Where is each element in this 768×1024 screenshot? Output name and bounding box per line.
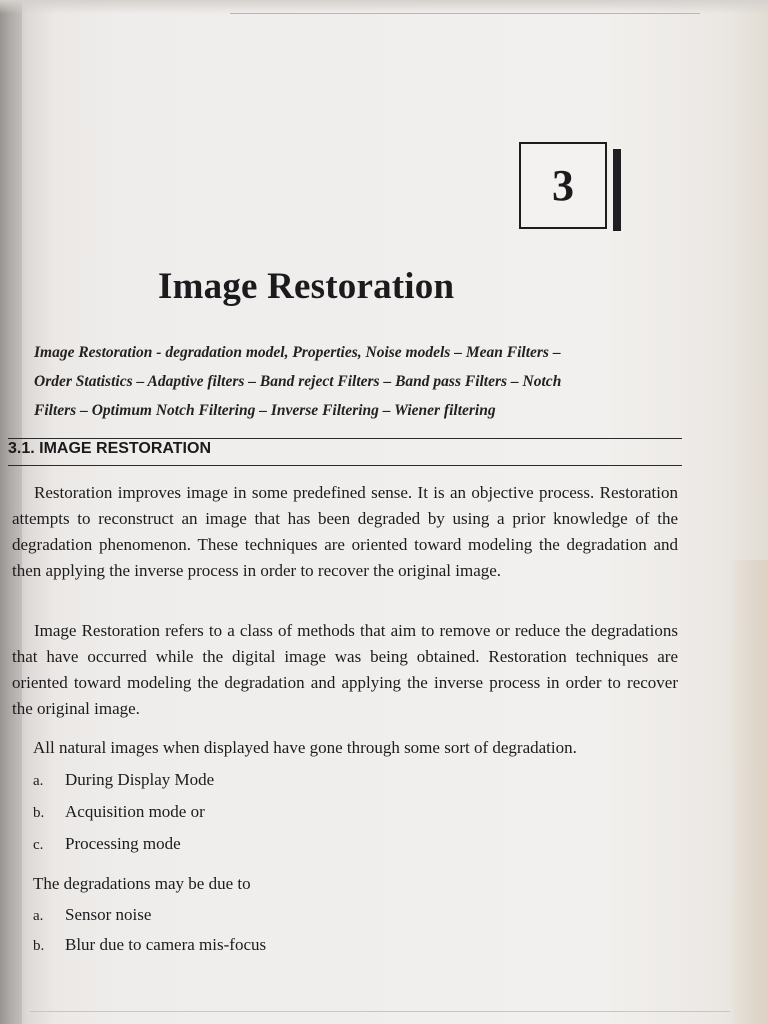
- section-rule-top: [8, 438, 682, 439]
- topics-line: Order Statistics – Adaptive filters – Band reject Filters – Band pass Filters – Notch: [34, 373, 562, 390]
- degradations-intro: The degradations may be due to: [33, 874, 251, 893]
- list-marker: c.: [33, 837, 44, 853]
- list-item-text: Blur due to camera mis-focus: [65, 935, 267, 954]
- chapter-box-shadow: [613, 149, 621, 231]
- topics-line: Filters – Optimum Notch Filtering – Inverse Filtering – Wiener filtering: [34, 402, 496, 419]
- paragraph-text: Restoration improves image in some predefined sense. It is an objective process. Restoration attempts to reconstruct an image that has been degraded by using a prior knowledge of the degradation phenomenon. These techniques are oriented toward modeling the degradation and then applying the inverse process in order to recover the original image.: [12, 483, 678, 580]
- topics-line: Image Restoration - degradation model, Properties, Noise models – Mean Filters –: [34, 344, 561, 361]
- list-item: [33, 935, 266, 955]
- list-marker: b.: [33, 805, 45, 821]
- chapter-number-box: [519, 142, 607, 229]
- list-item-text: Acquisition mode or: [65, 802, 205, 821]
- list-item-text: During Display Mode: [65, 770, 215, 789]
- paragraph: [12, 480, 678, 584]
- chapter-topics: [34, 338, 674, 425]
- list-marker: a.: [33, 908, 44, 924]
- paragraph: [12, 618, 678, 722]
- section-rule-bottom: [8, 465, 682, 466]
- list-marker: a.: [33, 773, 44, 789]
- page-top-edge: [0, 0, 768, 14]
- list-item: [33, 802, 205, 822]
- list-item: [33, 905, 151, 925]
- chapter-title: Image Restoration: [158, 266, 455, 307]
- chapter-number: 3: [552, 161, 574, 210]
- list-item-text: Processing mode: [65, 834, 181, 853]
- list-item: [33, 770, 214, 790]
- list-item: [33, 834, 181, 854]
- footer-rule: [30, 1011, 730, 1012]
- paragraph-text: Image Restoration refers to a class of methods that aim to remove or reduce the degradations that have occurred while the digital image was being obtained. Restoration techniques are oriented toward modeling the degradation and applying the inverse process in order to recover the original image.: [12, 621, 678, 718]
- header-rule: [230, 13, 700, 14]
- list-marker: b.: [33, 938, 45, 954]
- list-item-text: Sensor noise: [65, 905, 152, 924]
- section-heading: 3.1. IMAGE RESTORATION: [8, 440, 211, 457]
- page-right-edge: [728, 560, 768, 1024]
- natural-images-intro: All natural images when displayed have gone through some sort of degradation.: [33, 738, 577, 757]
